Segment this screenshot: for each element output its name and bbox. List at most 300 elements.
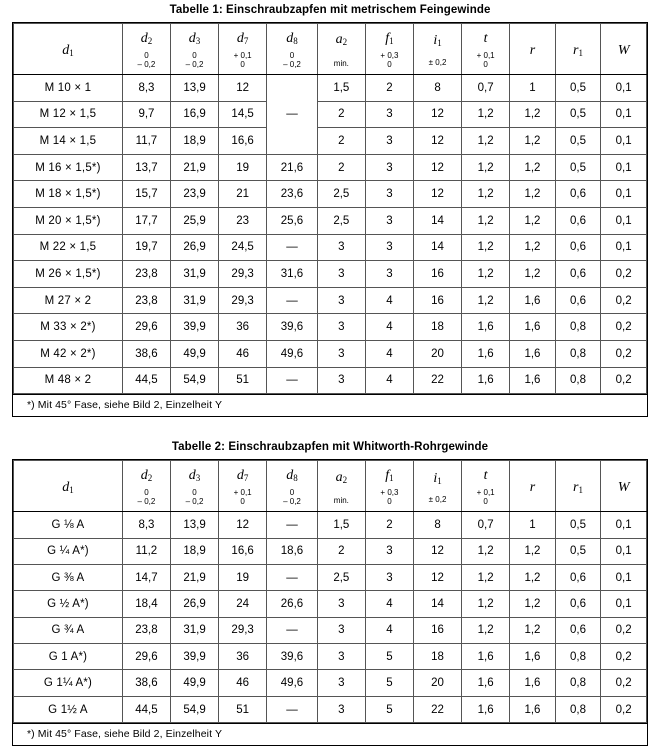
cell-d1: G ⅜ A — [14, 564, 123, 590]
column-subscript: 1 — [437, 38, 442, 49]
cell-f1: 4 — [365, 314, 413, 341]
column-subscript: 1 — [69, 47, 74, 58]
cell-W: 0,1 — [601, 564, 647, 590]
column-symbol: $d_7$ — [236, 468, 249, 484]
cell-d3: 23,9 — [170, 181, 218, 208]
tolerance-lower: – 0,2 — [185, 59, 204, 69]
cell-a2: 3 — [317, 314, 365, 341]
cell-d2: 23,8 — [122, 617, 170, 643]
cell-d1: G ⅛ A — [14, 512, 123, 538]
tolerance-lower: 0 — [483, 59, 488, 69]
column-tolerance — [267, 489, 317, 507]
column-subscript: 1 — [69, 484, 74, 495]
cell-a2: 2,5 — [317, 207, 365, 234]
column-header-f1 — [365, 24, 413, 75]
cell-W: 0,1 — [601, 181, 647, 208]
table1-body — [14, 75, 647, 394]
cell-i1: 22 — [413, 696, 461, 722]
cell-f1: 4 — [365, 367, 413, 394]
cell-d2: 44,5 — [122, 696, 170, 722]
cell-a2: 2 — [317, 154, 365, 181]
cell-f1: 5 — [365, 670, 413, 696]
cell-d7: 16,6 — [219, 128, 267, 155]
cell-d7: 19 — [219, 154, 267, 181]
cell-r: 1,2 — [510, 207, 556, 234]
cell-d2: 29,6 — [122, 314, 170, 341]
column-symbol: $d_3$ — [188, 31, 201, 47]
cell-d7: 36 — [219, 644, 267, 670]
cell-i1: 14 — [413, 591, 461, 617]
cell-d2: 9,7 — [122, 101, 170, 128]
cell-W: 0,2 — [601, 670, 647, 696]
column-subscript: 3 — [195, 473, 201, 484]
column-subscript: 1 — [437, 475, 442, 486]
column-symbol: $a_2$ — [335, 32, 348, 48]
table-row — [14, 538, 647, 564]
cell-i1: 8 — [413, 75, 461, 102]
cell-d8: — — [267, 696, 318, 722]
column-note: min. — [333, 496, 349, 506]
cell-W: 0,1 — [601, 75, 647, 102]
cell-r: 1,2 — [510, 101, 556, 128]
cell-d3: 39,9 — [170, 314, 218, 341]
column-subscript: 2 — [342, 474, 348, 485]
table-row — [14, 512, 647, 538]
cell-t: 1,6 — [462, 696, 510, 722]
table-row — [14, 101, 647, 128]
cell-f1: 5 — [365, 696, 413, 722]
column-note: ± 0,2 — [428, 58, 447, 68]
column-header-r — [510, 461, 556, 512]
cell-d2: 23,8 — [122, 287, 170, 314]
cell-r: 1,2 — [510, 538, 556, 564]
cell-f1: 3 — [365, 181, 413, 208]
cell-r: 1 — [510, 512, 556, 538]
cell-r: 1,6 — [510, 696, 556, 722]
cell-i1: 14 — [413, 234, 461, 261]
tolerance-lower: – 0,2 — [283, 59, 301, 69]
cell-d7: 24,5 — [219, 234, 267, 261]
cell-d2: 11,7 — [122, 128, 170, 155]
column-header-f1 — [365, 461, 413, 512]
cell-d2: 38,6 — [122, 340, 170, 367]
cell-d7: 29,3 — [219, 287, 267, 314]
cell-r: 1,2 — [510, 564, 556, 590]
column-tolerance — [366, 52, 413, 70]
cell-r1: 0,5 — [555, 512, 601, 538]
column-symbol: $i_1$ — [433, 33, 442, 49]
section-gap — [12, 417, 648, 437]
column-header-i1 — [413, 461, 461, 512]
cell-d3: 18,9 — [170, 128, 218, 155]
column-subscript: 8 — [293, 473, 298, 484]
cell-i1: 16 — [413, 617, 461, 643]
column-header-d3 — [170, 24, 218, 75]
table-row — [14, 564, 647, 590]
cell-a2: 2 — [317, 538, 365, 564]
tolerance-lower: – 0,2 — [137, 496, 156, 506]
cell-d3: 31,9 — [170, 287, 218, 314]
cell-r: 1,2 — [510, 234, 556, 261]
cell-t: 1,2 — [462, 287, 510, 314]
cell-d3: 31,9 — [170, 261, 218, 288]
column-subscript: 2 — [147, 36, 153, 47]
cell-d7: 21 — [219, 181, 267, 208]
column-header-t — [462, 24, 510, 75]
cell-d2: 44,5 — [122, 367, 170, 394]
column-header-d2 — [122, 461, 170, 512]
column-header-d8 — [267, 461, 318, 512]
cell-d7: 29,3 — [219, 617, 267, 643]
column-symbol: W — [617, 479, 630, 495]
column-subscript: 7 — [243, 36, 249, 47]
cell-a2: 3 — [317, 617, 365, 643]
cell-d1: M 33 × 2*) — [14, 314, 123, 341]
header-row — [14, 24, 647, 75]
cell-a2: 3 — [317, 644, 365, 670]
tolerance-lower: – 0,2 — [137, 59, 156, 69]
column-symbol: $i_1$ — [433, 470, 442, 486]
table-row — [14, 207, 647, 234]
column-symbol: t — [483, 468, 488, 484]
cell-d2: 23,8 — [122, 261, 170, 288]
cell-f1: 4 — [365, 617, 413, 643]
tolerance-upper: 0 — [144, 488, 149, 498]
cell-d8: — — [267, 617, 318, 643]
header-row — [14, 461, 647, 512]
column-header-d7 — [219, 24, 267, 75]
cell-a2: 1,5 — [317, 75, 365, 102]
cell-t: 1,2 — [462, 101, 510, 128]
table2-header — [14, 461, 647, 512]
cell-d3: 26,9 — [170, 234, 218, 261]
cell-W: 0,2 — [601, 644, 647, 670]
cell-t: 0,7 — [462, 75, 510, 102]
cell-W: 0,2 — [601, 367, 647, 394]
cell-i1: 8 — [413, 512, 461, 538]
cell-d3: 39,9 — [170, 644, 218, 670]
cell-d8: 18,6 — [267, 538, 318, 564]
cell-d1: M 12 × 1,5 — [14, 101, 123, 128]
cell-a2: 3 — [317, 261, 365, 288]
column-tolerance — [219, 489, 266, 507]
cell-W: 0,1 — [601, 128, 647, 155]
tolerance-upper: 0 — [192, 488, 197, 498]
column-tolerance — [366, 489, 413, 507]
cell-W: 0,1 — [601, 207, 647, 234]
tolerance-upper: + 0,3 — [380, 50, 399, 60]
column-subscript: 3 — [195, 36, 201, 47]
table-row — [14, 234, 647, 261]
cell-i1: 14 — [413, 207, 461, 234]
cell-d8: 21,6 — [267, 154, 318, 181]
cell-d1: G ¼ A*) — [14, 538, 123, 564]
column-symbol: $d_8$ — [286, 31, 298, 47]
cell-a2: 2,5 — [317, 181, 365, 208]
cell-t: 1,2 — [462, 181, 510, 208]
cell-d1: G 1 A*) — [14, 644, 123, 670]
cell-d1: M 42 × 2*) — [14, 340, 123, 367]
cell-t: 1,2 — [462, 564, 510, 590]
cell-d1: M 20 × 1,5*) — [14, 207, 123, 234]
column-header-i1 — [413, 24, 461, 75]
column-tolerance — [123, 52, 170, 70]
column-subscript: 8 — [293, 36, 298, 47]
cell-d7: 19 — [219, 564, 267, 590]
cell-d1: G ½ A*) — [14, 591, 123, 617]
cell-W: 0,2 — [601, 340, 647, 367]
cell-d8: — — [267, 287, 318, 314]
cell-W: 0,2 — [601, 696, 647, 722]
column-note: min. — [333, 59, 349, 69]
cell-d1: G 1½ A — [14, 696, 123, 722]
tolerance-lower: – 0,2 — [283, 496, 301, 506]
cell-r1: 0,8 — [555, 340, 601, 367]
table1-header — [14, 24, 647, 75]
cell-r: 1,2 — [510, 128, 556, 155]
column-tolerance — [267, 52, 317, 70]
cell-t: 1,2 — [462, 591, 510, 617]
cell-a2: 3 — [317, 340, 365, 367]
cell-i1: 12 — [413, 181, 461, 208]
cell-r1: 0,6 — [555, 617, 601, 643]
cell-f1: 3 — [365, 261, 413, 288]
table2-container — [12, 459, 648, 746]
cell-f1: 2 — [365, 75, 413, 102]
cell-a2: 3 — [317, 696, 365, 722]
table-row — [14, 314, 647, 341]
column-symbol: t — [483, 31, 488, 47]
column-symbol: $d_2$ — [140, 468, 153, 484]
cell-d2: 29,6 — [122, 644, 170, 670]
cell-d7: 12 — [219, 512, 267, 538]
cell-r1: 0,6 — [555, 591, 601, 617]
cell-d3: 13,9 — [170, 512, 218, 538]
column-symbol: $d_7$ — [236, 31, 249, 47]
cell-t: 1,6 — [462, 644, 510, 670]
cell-f1: 5 — [365, 644, 413, 670]
cell-r: 1,2 — [510, 181, 556, 208]
cell-d3: 54,9 — [170, 696, 218, 722]
tolerance-upper: + 0,1 — [476, 50, 495, 60]
cell-d8: — — [267, 367, 318, 394]
cell-d8: 26,6 — [267, 591, 318, 617]
cell-d1: M 10 × 1 — [14, 75, 123, 102]
table-row — [14, 340, 647, 367]
cell-r1: 0,6 — [555, 261, 601, 288]
cell-f1: 3 — [365, 101, 413, 128]
cell-a2: 2 — [317, 128, 365, 155]
cell-t: 1,2 — [462, 234, 510, 261]
column-symbol: $d_8$ — [286, 468, 298, 484]
column-header-a2 — [317, 24, 365, 75]
column-subscript: 1 — [389, 36, 394, 47]
column-symbol: W — [617, 42, 630, 58]
cell-W: 0,1 — [601, 234, 647, 261]
cell-d7: 46 — [219, 340, 267, 367]
cell-d7: 46 — [219, 670, 267, 696]
cell-d8: 49,6 — [267, 670, 318, 696]
cell-r1: 0,8 — [555, 367, 601, 394]
column-header-d1 — [14, 24, 123, 75]
table-row — [14, 367, 647, 394]
cell-f1: 4 — [365, 287, 413, 314]
column-subscript: 1 — [578, 47, 583, 58]
cell-i1: 22 — [413, 367, 461, 394]
cell-r1: 0,8 — [555, 670, 601, 696]
cell-r: 1,6 — [510, 340, 556, 367]
tolerance-upper: + 0,1 — [233, 50, 252, 60]
cell-d2: 14,7 — [122, 564, 170, 590]
cell-r1: 0,8 — [555, 314, 601, 341]
table-row — [14, 591, 647, 617]
column-header-W — [601, 461, 647, 512]
cell-d7: 12 — [219, 75, 267, 102]
column-subscript: 2 — [342, 37, 348, 48]
cell-d8: 25,6 — [267, 207, 318, 234]
tolerance-lower: 0 — [240, 496, 245, 506]
cell-i1: 18 — [413, 644, 461, 670]
cell-d7: 29,3 — [219, 261, 267, 288]
cell-d7: 14,5 — [219, 101, 267, 128]
tolerance-lower: – 0,2 — [185, 496, 204, 506]
cell-f1: 3 — [365, 207, 413, 234]
cell-t: 1,2 — [462, 617, 510, 643]
cell-r: 1,6 — [510, 314, 556, 341]
cell-r1: 0,8 — [555, 644, 601, 670]
cell-W: 0,2 — [601, 617, 647, 643]
column-header-r1 — [555, 24, 601, 75]
column-header-d1 — [14, 461, 123, 512]
column-symbol: $d_2$ — [140, 31, 153, 47]
column-header-d3 — [170, 461, 218, 512]
cell-d7: 24 — [219, 591, 267, 617]
cell-r1: 0,5 — [555, 154, 601, 181]
cell-t: 1,6 — [462, 670, 510, 696]
cell-d3: 21,9 — [170, 154, 218, 181]
cell-W: 0,1 — [601, 591, 647, 617]
column-header-r — [510, 24, 556, 75]
cell-d2: 13,7 — [122, 154, 170, 181]
column-header-r1 — [555, 461, 601, 512]
cell-d8: 49,6 — [267, 340, 318, 367]
cell-d8: 39,6 — [267, 644, 318, 670]
tolerance-lower: 0 — [240, 59, 245, 69]
cell-r: 1,2 — [510, 591, 556, 617]
cell-d1: M 48 × 2 — [14, 367, 123, 394]
table-row — [14, 154, 647, 181]
tolerance-upper: 0 — [192, 50, 197, 60]
cell-W: 0,1 — [601, 538, 647, 564]
cell-a2: 3 — [317, 670, 365, 696]
column-header-a2 — [317, 461, 365, 512]
cell-i1: 20 — [413, 340, 461, 367]
cell-d8: 31,6 — [267, 261, 318, 288]
table2 — [13, 460, 647, 723]
cell-d2: 19,7 — [122, 234, 170, 261]
cell-d1: M 26 × 1,5*) — [14, 261, 123, 288]
column-tolerance — [462, 489, 509, 507]
cell-f1: 3 — [365, 128, 413, 155]
cell-a2: 3 — [317, 234, 365, 261]
column-header-d7 — [219, 461, 267, 512]
cell-f1: 4 — [365, 591, 413, 617]
tolerance-upper: 0 — [289, 488, 295, 498]
cell-W: 0,2 — [601, 314, 647, 341]
cell-d7: 16,6 — [219, 538, 267, 564]
table-row — [14, 287, 647, 314]
cell-d7: 51 — [219, 367, 267, 394]
cell-W: 0,1 — [601, 154, 647, 181]
table1 — [13, 23, 647, 394]
cell-d8: — — [267, 234, 318, 261]
column-symbol: $d_1$ — [62, 479, 74, 495]
cell-t: 1,2 — [462, 154, 510, 181]
cell-d7: 23 — [219, 207, 267, 234]
cell-d7: 36 — [219, 314, 267, 341]
column-symbol: $d_3$ — [188, 468, 201, 484]
cell-f1: 2 — [365, 512, 413, 538]
cell-d2: 11,2 — [122, 538, 170, 564]
cell-d3: 49,9 — [170, 340, 218, 367]
cell-i1: 18 — [413, 314, 461, 341]
column-header-d8 — [267, 24, 318, 75]
column-tolerance — [123, 489, 170, 507]
cell-a2: 3 — [317, 287, 365, 314]
table2-footnote: *) Mit 45° Fase, siehe Bild 2, Einzelheit Y — [13, 723, 647, 745]
cell-d1: M 18 × 1,5*) — [14, 181, 123, 208]
column-header-t — [462, 461, 510, 512]
cell-r: 1,2 — [510, 154, 556, 181]
cell-i1: 12 — [413, 538, 461, 564]
column-symbol: $f_1$ — [385, 468, 394, 484]
table-row — [14, 617, 647, 643]
column-symbol: $d_1$ — [62, 42, 74, 58]
cell-d1: G 1¼ A*) — [14, 670, 123, 696]
cell-d3: 31,9 — [170, 617, 218, 643]
table-row — [14, 644, 647, 670]
cell-t: 1,2 — [462, 261, 510, 288]
tolerance-upper: + 0,3 — [380, 488, 399, 498]
cell-d3: 13,9 — [170, 75, 218, 102]
cell-i1: 16 — [413, 287, 461, 314]
cell-d1: G ¾ A — [14, 617, 123, 643]
cell-f1: 3 — [365, 538, 413, 564]
cell-d1: M 16 × 1,5*) — [14, 154, 123, 181]
cell-a2: 2,5 — [317, 564, 365, 590]
cell-a2: 1,5 — [317, 512, 365, 538]
cell-r: 1,2 — [510, 617, 556, 643]
cell-r1: 0,5 — [555, 128, 601, 155]
cell-d2: 8,3 — [122, 512, 170, 538]
column-symbol: $r_1$ — [573, 42, 583, 58]
column-subscript: 1 — [578, 484, 583, 495]
cell-d3: 26,9 — [170, 591, 218, 617]
tolerance-lower: 0 — [387, 59, 392, 69]
table1-footnote: *) Mit 45° Fase, siehe Bild 2, Einzelheit Y — [13, 394, 647, 416]
cell-W: 0,1 — [601, 512, 647, 538]
cell-f1: 3 — [365, 234, 413, 261]
column-note: ± 0,2 — [428, 495, 447, 505]
cell-r1: 0,6 — [555, 181, 601, 208]
cell-d8-merged: — — [267, 75, 318, 155]
cell-i1: 12 — [413, 128, 461, 155]
table-row — [14, 128, 647, 155]
cell-t: 1,2 — [462, 128, 510, 155]
cell-W: 0,2 — [601, 287, 647, 314]
column-symbol: $f_1$ — [385, 31, 394, 47]
table1-title: Tabelle 1: Einschraubzapfen mit metrischem Feingewinde — [169, 4, 491, 16]
